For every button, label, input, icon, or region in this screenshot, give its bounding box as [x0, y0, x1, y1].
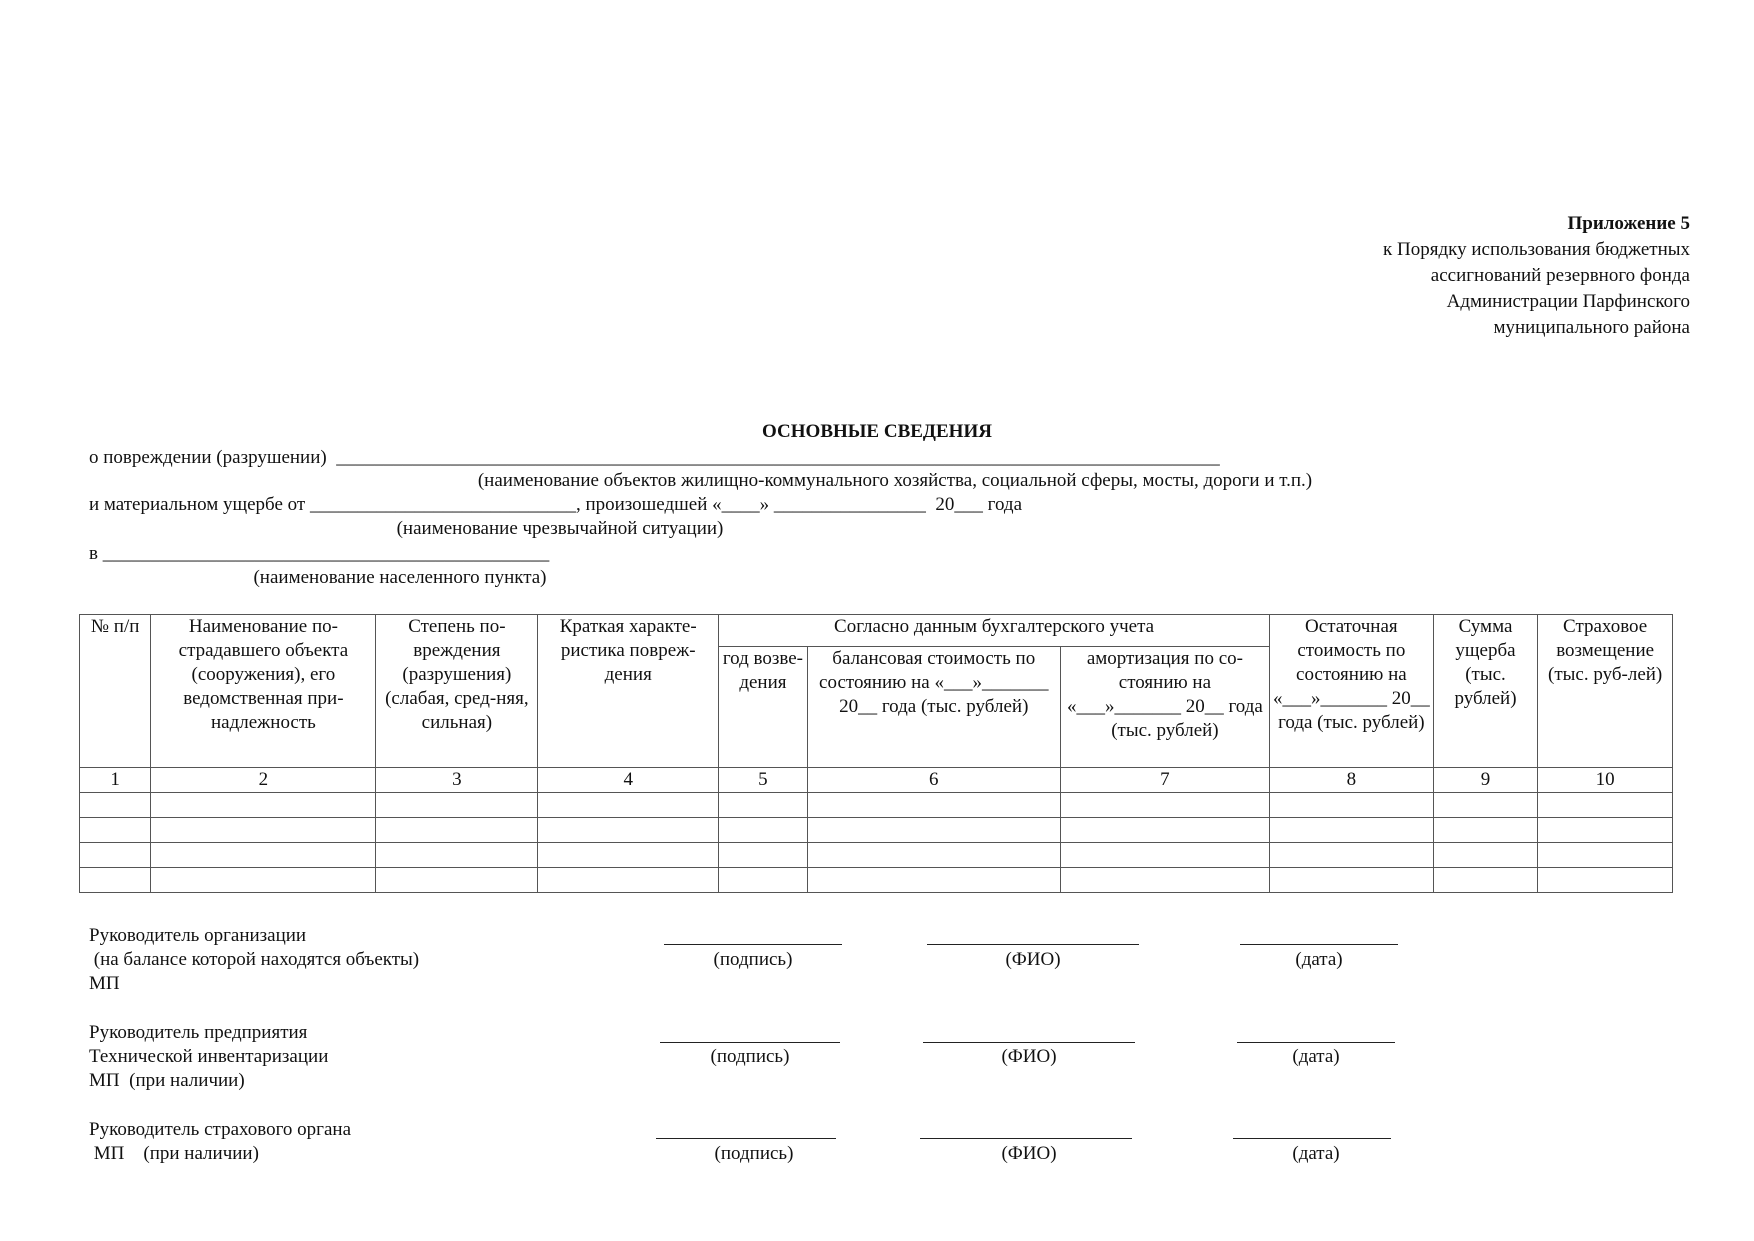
header-insurance: Страховое возмещение (тыс. руб-лей) — [1538, 615, 1673, 768]
table-cell — [807, 868, 1060, 893]
appendix-line: ассигнований резервного фонда — [1430, 265, 1690, 286]
fio-caption: (ФИО) — [1001, 1143, 1057, 1164]
table-row — [80, 818, 1673, 843]
table-cell — [538, 793, 719, 818]
signature-role-line: Руководитель страхового органа — [89, 1119, 352, 1140]
header-accounting: Согласно данным бухгалтерского учета — [719, 615, 1270, 647]
signature-caption: (подпись) — [714, 1143, 794, 1164]
table-cell — [719, 868, 807, 893]
column-number: 6 — [807, 768, 1060, 793]
appendix-line: Администрации Парфинского — [1446, 291, 1690, 312]
header-year-built: год возве-дения — [719, 647, 807, 768]
emergency-line: и материальном ущербе от ____________________________, произошедшей «____» ________________ 20___ года — [89, 494, 1023, 515]
table-cell — [1538, 843, 1673, 868]
table-cell — [1433, 843, 1538, 868]
table-cell — [807, 793, 1060, 818]
column-number-row — [80, 768, 1673, 793]
header-residual: Остаточная стоимость по состоянию на «___»_______ 20__ года (тыс. рублей) — [1269, 615, 1433, 768]
header-damage-degree: Степень по-вреждения (разрушения) (слабая, сред-няя, сильная) — [376, 615, 538, 768]
table-cell — [376, 868, 538, 893]
signature-role-line: МП — [89, 973, 120, 994]
table-cell — [80, 793, 151, 818]
header-object-name: Наименование по-страдавшего объекта (сооружения), его ведомственная при-надлежность — [151, 615, 376, 768]
table-cell — [80, 843, 151, 868]
table-cell — [1269, 818, 1433, 843]
table-cell — [807, 843, 1060, 868]
table-cell — [1538, 868, 1673, 893]
settlement-caption: (наименование населенного пункта) — [253, 567, 547, 588]
appendix-header — [1383, 211, 1690, 341]
table-cell — [1060, 793, 1269, 818]
table-cell — [151, 818, 376, 843]
signature-role-line: МП (при наличии) — [89, 1070, 245, 1091]
table-cell — [1269, 868, 1433, 893]
column-number: 2 — [151, 768, 376, 793]
table-cell — [1538, 818, 1673, 843]
table-cell — [1269, 793, 1433, 818]
table-cell — [376, 793, 538, 818]
date-caption: (дата) — [1295, 949, 1343, 970]
table-cell — [538, 843, 719, 868]
emergency-caption: (наименование чрезвычайной ситуации) — [396, 518, 724, 539]
table-cell — [1060, 818, 1269, 843]
date-field[interactable] — [1237, 1042, 1395, 1043]
column-number: 1 — [80, 768, 151, 793]
appendix-line: к Порядку использования бюджетных — [1383, 239, 1690, 260]
signature-role-line: (на балансе которой находятся объекты) — [89, 949, 420, 970]
column-number: 7 — [1060, 768, 1269, 793]
table-row — [80, 843, 1673, 868]
signature-field[interactable] — [660, 1042, 840, 1043]
table-cell — [151, 793, 376, 818]
table-cell — [1433, 793, 1538, 818]
table-row — [80, 868, 1673, 893]
date-field[interactable] — [1240, 944, 1398, 945]
header-brief: Краткая характе-ристика повреж-дения — [538, 615, 719, 768]
column-number: 4 — [538, 768, 719, 793]
fio-field[interactable] — [920, 1138, 1132, 1139]
table-cell — [719, 793, 807, 818]
table-cell — [376, 843, 538, 868]
signature-caption: (подпись) — [710, 1046, 790, 1067]
table-cell — [1269, 843, 1433, 868]
table-cell — [151, 868, 376, 893]
table-row — [80, 793, 1673, 818]
table-cell — [719, 818, 807, 843]
fio-caption: (ФИО) — [1005, 949, 1061, 970]
fio-field[interactable] — [927, 944, 1139, 945]
signature-role-line: Руководитель предприятия — [89, 1022, 308, 1043]
header-num: № п/п — [80, 615, 151, 768]
document-title: ОСНОВНЫЕ СВЕДЕНИЯ — [762, 421, 992, 442]
header-damage-sum: Сумма ущерба (тыс. рублей) — [1433, 615, 1538, 768]
date-caption: (дата) — [1292, 1143, 1340, 1164]
column-number: 10 — [1538, 768, 1673, 793]
signature-field[interactable] — [664, 944, 842, 945]
column-number: 8 — [1269, 768, 1433, 793]
column-number: 5 — [719, 768, 807, 793]
signature-field[interactable] — [656, 1138, 836, 1139]
signature-role-line: МП (при наличии) — [89, 1143, 259, 1164]
header-balance-value: балансовая стоимость по состоянию на «___»_______ 20__ года (тыс. рублей) — [807, 647, 1060, 768]
damage-table — [79, 614, 1673, 893]
table-cell — [80, 818, 151, 843]
table-cell — [1433, 818, 1538, 843]
table-cell — [376, 818, 538, 843]
signature-role-line: Руководитель организации — [89, 925, 307, 946]
signature-role-line: Технической инвентаризации — [89, 1046, 329, 1067]
table-cell — [1060, 843, 1269, 868]
table-cell — [1433, 868, 1538, 893]
table-cell — [719, 843, 807, 868]
column-number: 9 — [1433, 768, 1538, 793]
fio-field[interactable] — [923, 1042, 1135, 1043]
column-number: 3 — [376, 768, 538, 793]
date-caption: (дата) — [1292, 1046, 1340, 1067]
appendix-line: муниципального района — [1493, 317, 1690, 338]
damage-objects-caption: (наименование объектов жилищно-коммунального хозяйства, социальной сферы, мосты, дороги и т.п.) — [477, 470, 1313, 491]
table-cell — [1060, 868, 1269, 893]
table-cell — [538, 868, 719, 893]
date-field[interactable] — [1233, 1138, 1391, 1139]
signature-caption: (подпись) — [713, 949, 793, 970]
table-cell — [1538, 793, 1673, 818]
settlement-line: в _______________________________________________ — [89, 543, 550, 564]
table-cell — [538, 818, 719, 843]
damage-objects-line: о повреждении (разрушении) _____________________________________________________________________________________________ — [89, 447, 1220, 468]
appendix-title: Приложение 5 — [1567, 213, 1690, 234]
table-cell — [80, 868, 151, 893]
fio-caption: (ФИО) — [1001, 1046, 1057, 1067]
table-cell — [151, 843, 376, 868]
table-cell — [807, 818, 1060, 843]
header-amortization: амортизация по со-стоянию на «___»_______ 20__ года (тыс. рублей) — [1060, 647, 1269, 768]
